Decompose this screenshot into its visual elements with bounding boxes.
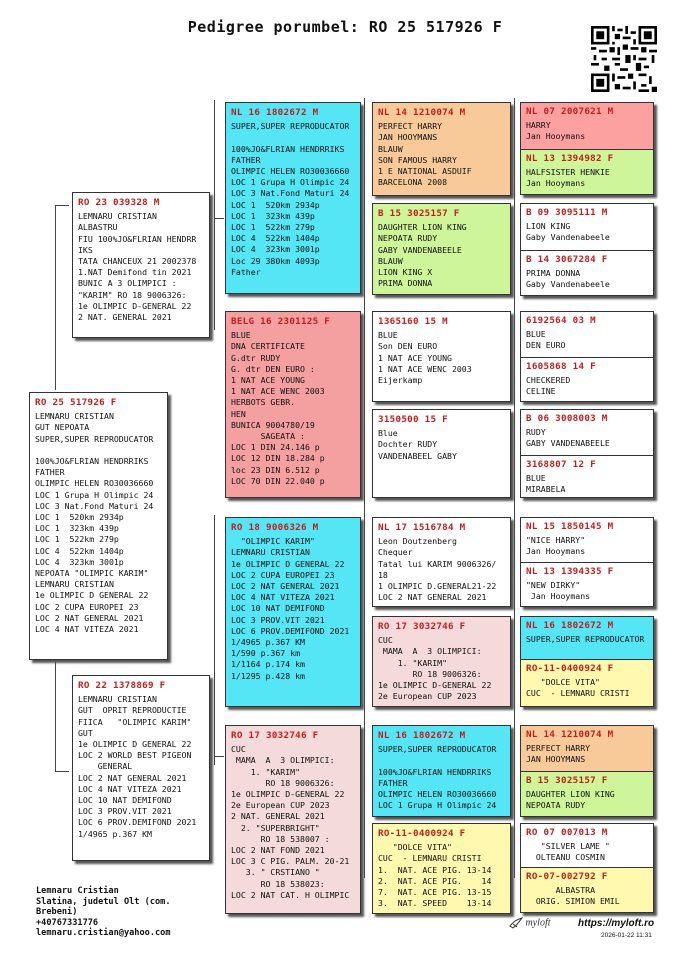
ring-number: 1365160 15 M xyxy=(378,316,448,327)
connector-line xyxy=(214,515,215,765)
ring-number: 1605868 14 F xyxy=(526,361,596,372)
pigeon-notes: "DOLCE VITA" CUC - LEMNARU CRISTI xyxy=(526,677,630,699)
ring-number: RO-07-002792 F xyxy=(526,871,608,882)
pigeon-notes: BLUE DEN EURO xyxy=(526,329,566,351)
ring-number: B 15 3025157 F xyxy=(526,775,608,786)
pigeon-notes: HALFSISTER HENKIE Jan Hooymans xyxy=(526,167,610,189)
connector-line xyxy=(55,205,56,390)
pigeon-notes: LION KING Gaby Vandenabeele xyxy=(526,221,610,243)
pigeon-card-sds[interactable] xyxy=(372,311,511,402)
connector-line xyxy=(55,771,69,772)
pigeon-notes: SUPER,SUPER REPRODUCATOR 100%JO&FLRIAN HENDRRIKS FATHER OLIMPIC HELEN RO30036660 LOC 1 Grupa H Olimpic 24 LOC 3 Nat.Fond Maturi 24 LOC 1 520km 2934p LOC 1 323km 439p LOC 1 522km 279p LOC 4 522km 1404p LOC 4 323km 3001p Loc 29 380km 4093p Father xyxy=(231,121,350,277)
ring-number: RO-11-0400924 F xyxy=(378,828,466,839)
connector-line xyxy=(514,98,515,878)
pigeon-card-pair-6[interactable] xyxy=(520,616,654,707)
ring-number: 6192564 03 M xyxy=(526,315,596,326)
pigeon-notes: SUPER,SUPER REPRODUCATOR xyxy=(526,634,645,645)
pigeon-notes: PERFECT HARRY JAN HOOYMANS xyxy=(526,743,591,765)
ring-number: RO 17 3032746 F xyxy=(378,621,466,632)
connector-line xyxy=(364,98,365,878)
pigeon-notes: CUC MAMA A 3 OLIMPICI: 1. "KARIM" RO 18 9006326: 1e OLIMPIC D-GENERAL 22 2e European CUP 2023 xyxy=(378,635,492,702)
ring-number: RO 25 517926 F xyxy=(35,397,117,408)
pigeon-notes: BLUE DNA CERTIFICATE G.dtr RUDY G. dtr DEN EURO : 1 NAT ACE YOUNG 1 NAT ACE WENC 2003 HERBOTS GEBR. HEN BUNICA 9004780/19 SAGEATA : LOC 1 DIN 24.146 p LOC 12 DIN 18.284 p loc 23 DIN 6.512 p LOC 70 DIN 22.040 p xyxy=(231,330,325,486)
owner-info xyxy=(36,886,171,939)
ring-number: NL 16 1802672 M xyxy=(526,620,614,631)
pigeon-card-dsd[interactable] xyxy=(372,616,511,707)
pigeon-card-sire[interactable] xyxy=(72,192,210,338)
pigeon-notes: "NEW DIRKY" Jan Hooymans xyxy=(526,580,591,602)
owner-email: lemnaru.cristian@yahoo.com xyxy=(36,928,171,939)
owner-phone: +40767331776 xyxy=(36,917,99,928)
ring-number: RO-11-0400924 F xyxy=(526,663,614,674)
pigeon-notes: LEMNARU CRISTIAN ALBASTRU FIU 100%JO&FLRIAN HENDRR IKS TATA CHANCEUX 21 2002378 1.NAT Demifond tin 2021 BUNIC A 3 OLIMPICI : "KARIM" RO 18 9006326: 1e OLIMPIC D-GENERAL 22 2 NAT. GENERAL 2021 xyxy=(78,211,197,323)
pigeon-card-dam-sire[interactable] xyxy=(225,517,361,707)
ring-number: NL 13 1394982 F xyxy=(526,153,614,164)
pigeon-card-subject[interactable] xyxy=(29,392,168,660)
pigeon-notes: HARRY Jan Hooymans xyxy=(526,120,586,142)
pigeon-card-pair-1[interactable] xyxy=(520,102,654,195)
pigeon-notes: Leon Doutzenberg Chequer Tatal lui KARIM 9006326/ 18 1 OLIMPIC D.GENERAL21-22 LOC 2 NAT GENERAL 2021 xyxy=(378,536,497,603)
pigeon-notes: Blue Dochter RUDY VANDENABEEL GABY xyxy=(378,428,457,461)
pigeon-notes: ALBASTRA ORIG. SIMION EMIL xyxy=(535,885,620,907)
website-link[interactable]: https://myloft.ro xyxy=(578,918,655,929)
ring-number: BELG 16 2301125 F xyxy=(231,316,331,327)
myloft-logo xyxy=(509,916,567,934)
ring-number: B 06 3008003 M xyxy=(526,413,608,424)
pigeon-card-sire-dam[interactable] xyxy=(225,311,361,498)
print-date: 2026-01-22 11:31 xyxy=(601,932,652,939)
pigeon-notes: RUDY GABY VANDENABEELE xyxy=(526,427,610,449)
ring-number: NL 15 1850145 M xyxy=(526,521,614,532)
pigeon-card-pair-4[interactable] xyxy=(520,409,654,498)
pigeon-notes: DAUGHTER LION KING NEPOATA RUDY GABY VANDENABEELE BLAUW LION KING X PRIMA DONNA xyxy=(378,222,467,289)
ring-number: NL 14 1210074 M xyxy=(378,107,466,118)
pigeon-card-dam[interactable] xyxy=(72,675,210,861)
pigeon-card-dam-dam[interactable] xyxy=(225,725,361,914)
bird-icon xyxy=(509,916,523,930)
pigeon-notes: "OLIMPIC KARIM" LEMNARU CRISTIAN 1e OLIMPIC D GENERAL 22 LOC 2 CUPA EUROPEI 23 LOC 2 NAT GENERAL 2021 LOC 4 NAT VITEZA 2021 LOC 10 NAT DEMIFOND LOC 3 PROV.VIT 2021 LOC 6 PROV.DEMIFOND 2021 1/4965 p.367 KM 1/590 p.367 km 1/1164 p.174 km 1/1295 p.428 km xyxy=(231,536,350,681)
pigeon-notes: "DOLCE VITA" CUC - LEMNARU CRISTI 1. NAT. ACE PIG. 13-14 2. NAT. ACE PIG. 14 7. NAT. ACE PIG. 13-15 3. NAT. SPEED 13-14 xyxy=(378,842,492,909)
connector-line xyxy=(214,756,224,757)
ring-number: NL 07 2007621 M xyxy=(526,106,614,117)
ring-number: NL 17 1516784 M xyxy=(378,522,466,533)
ring-number: NL 16 1802672 M xyxy=(378,730,466,741)
logo-text: myloft xyxy=(525,917,551,929)
pigeon-notes: BLUE MIRABELA xyxy=(526,473,566,495)
pigeon-notes: DAUGHTER LION KING NEPOATA RUDY xyxy=(526,789,615,811)
ring-number: B 09 3095111 M xyxy=(526,207,608,218)
ring-number: RO 07 007013 M xyxy=(526,827,608,838)
ring-number: B 15 3025157 F xyxy=(378,208,460,219)
pigeon-card-pair-5[interactable] xyxy=(520,517,654,607)
connector-line xyxy=(214,218,224,219)
pigeon-notes: SUPER,SUPER REPRODUCATOR 100%JO&FLRIAN HENDRRIKS FATHER OLIMPIC HELEN RO30036660 LOC 1 Grupa H Olimpic 24 xyxy=(378,744,497,811)
pigeon-notes: PERFECT HARRY JAN HOOYMANS BLAUW SON FAMOUS HARRY 1 E NATIONAL ASDUIF BARCELONA 2008 xyxy=(378,121,472,188)
page-title: Pedigree porumbel: RO 25 517926 F xyxy=(187,18,503,36)
pigeon-card-pair-3[interactable] xyxy=(520,311,654,402)
ring-number: RO 22 1378869 F xyxy=(78,680,166,691)
ring-number: RO 17 3032746 F xyxy=(231,730,319,741)
ring-number: RO 18 9006326 M xyxy=(231,522,319,533)
ring-number: 3150500 15 F xyxy=(378,414,448,425)
pigeon-notes: LEMNARU CRISTIAN GUT OPRIT REPRODUCTIE FIICA "OLIMPIC KARIM" GUT 1e OLIMPIC D GENERAL 22 LOC 2 WORLD BEST PIGEON GENERAL LOC 2 NAT GENERAL 2021 LOC 4 NAT VITEZA 2021 LOC 10 NAT DEMIFOND LOC 3 PROV.VIT 2021 LOC 6 PROV.DEMIFOND 2021 1/4965 p.367 KM xyxy=(78,694,197,839)
pigeon-card-sss[interactable] xyxy=(372,102,511,196)
pigeon-notes: PRIMA DONNA Gaby Vandenabeele xyxy=(526,268,610,290)
qr-code-icon xyxy=(591,26,657,92)
pigeon-notes: "SILVER LAME " OLTEANU COSMIN xyxy=(535,841,610,863)
pigeon-notes: "NICE HARRY" Jan Hooymans xyxy=(526,535,586,557)
owner-address: Slatina, judetul Olt (com. xyxy=(36,896,171,907)
pigeon-notes: CUC MAMA A 3 OLIMPICI: 1. "KARIM" RO 18 9006326: 1e OLIMPIC D-GENERAL 22 2e European CUP 2023 2 NAT. GENERAL 2021 2. "SUPERBRIGHT" RO 18 538007 : LOC 2 NAT FOND 2021 LOC 3 C PIG. PALM. 20-21 3. " CRSTIANO " RO 18 538023: LOC 2 NAT CAT. H OLIMPIC xyxy=(231,744,350,900)
pigeon-notes: LEMNARU CRISTIAN GUT NEPOATA SUPER,SUPER REPRODUCATOR 100%JO&FLRIAN HENDRRIKS FATHER OLIMPIC HELEN RO30036660 LOC 1 Grupa H Olimpic 24 LOC 3 Nat.Fond Maturi 24 LOC 1 520km 2934p LOC 1 323km 439p LOC 1 522km 279p LOC 4 522km 1404p LOC 4 323km 3001p NEPOATA "OLIMPIC KARIM" LEMNARU CRISTIAN 1e OLIMPIC D GENERAL 22 LOC 2 CUPA EUROPEI 23 LOC 2 NAT GENERAL 2021 LOC 4 NAT VITEZA 2021 xyxy=(35,411,154,635)
ring-number: NL 16 1802672 M xyxy=(231,107,319,118)
pigeon-notes: BLUE Son DEN EURO 1 NAT ACE YOUNG 1 NAT ACE WENC 2003 Eijerkamp xyxy=(378,330,472,386)
ring-number: B 14 3067284 F xyxy=(526,254,608,265)
pigeon-card-ssd[interactable] xyxy=(372,203,511,295)
pigeon-card-pair-7[interactable] xyxy=(520,725,654,817)
ring-number: 3168807 12 F xyxy=(526,459,596,470)
pigeon-card-sire-sire[interactable] xyxy=(225,102,361,294)
ring-number: RO 23 039328 M xyxy=(78,197,160,208)
pigeon-card-pair-2[interactable] xyxy=(520,203,654,296)
pigeon-card-dss[interactable] xyxy=(372,517,511,607)
owner-address: Brebeni) xyxy=(36,907,78,918)
pigeon-card-ddd[interactable] xyxy=(372,823,511,914)
connector-line xyxy=(214,100,215,330)
pigeon-card-pair-8[interactable] xyxy=(520,823,654,913)
pigeon-notes: CHECKERED CELINE xyxy=(526,375,571,397)
connector-line xyxy=(55,205,69,206)
owner-name: Lemnaru Cristian xyxy=(36,886,119,896)
ring-number: NL 13 1394335 F xyxy=(526,566,614,577)
pigeon-card-dds[interactable] xyxy=(372,725,511,817)
pigeon-card-sdd[interactable] xyxy=(372,409,511,498)
connector-line xyxy=(55,660,56,772)
ring-number: NL 14 1210074 M xyxy=(526,729,614,740)
